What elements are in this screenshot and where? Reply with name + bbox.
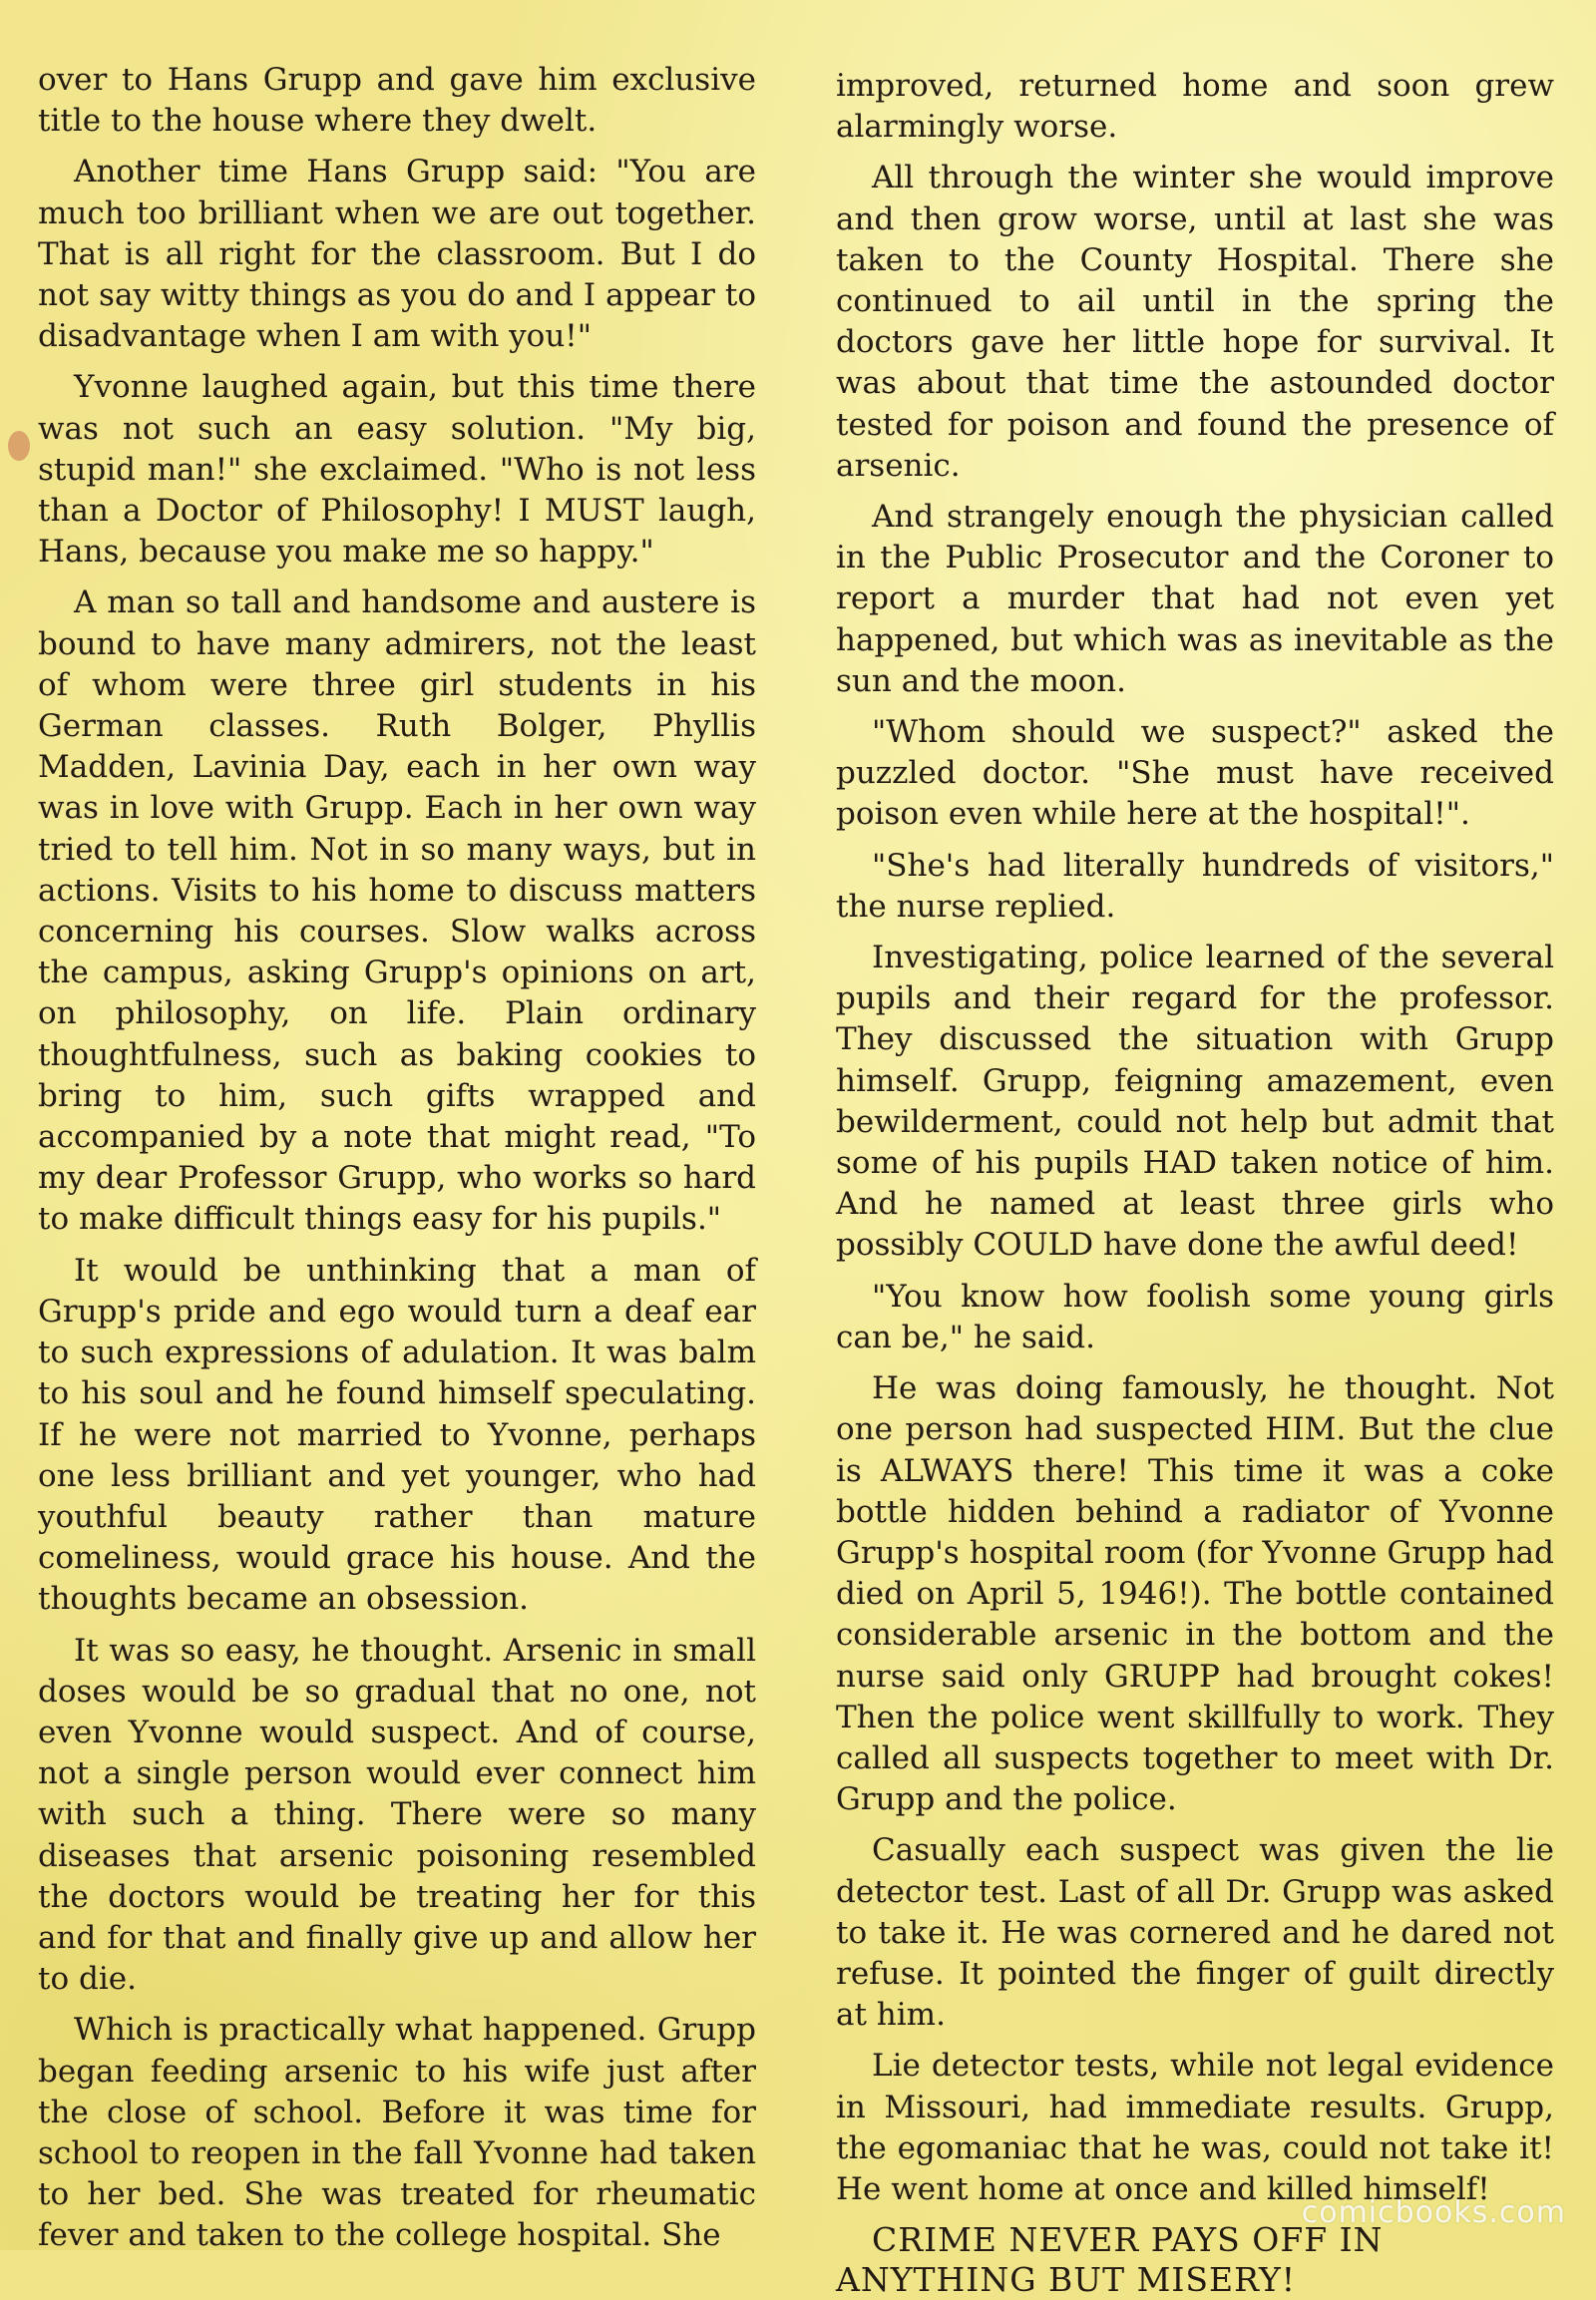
paragraph: "Whom should we suspect?" asked the puzzled doctor. "She must have received poison even while here at the hospital!". <box>836 714 1554 833</box>
paragraph: Which is practically what happened. Grupp began feeding arsenic to his wife just after the close of school. Before it was time for school to reopen in the fall Yvonne had taken to her bed. She was treated for rheumatic fever and taken to the college hospital. She <box>38 2012 756 2254</box>
paragraph: improved, returned home and soon grew alarmingly worse. <box>836 68 1554 146</box>
paragraph: over to Hans Grupp and gave him exclusive title to the house where they dwelt. <box>38 62 756 140</box>
paragraph: And strangely enough the physician called in the Public Prosecutor and the Coroner to report a murder that had not even yet happened, but which was as inevitable as the sun and the moon. <box>836 499 1554 699</box>
paragraph: Lie detector tests, while not legal evidence in Missouri, had immediate results. Grupp, the egomaniac that he was, could not take it! He went home at once and killed himself! <box>836 2048 1554 2207</box>
paragraph: Casually each suspect was given the lie detector test. Last of all Dr. Grupp was asked to take it. He was cornered and he dared not refuse. It pointed the finger of guilt directly at him. <box>836 1832 1554 2034</box>
paragraph: Investigating, police learned of the several pupils and their regard for the professor. They discussed the situation with Grupp himself. Grupp, feigning amazement, even bewilderment, could not help but admit that some of his pupils HAD taken notice of him. And he named at least three girls who possibly COULD have done the awful deed! <box>836 940 1554 1264</box>
paragraph: A man so tall and handsome and austere is bound to have many admirers, not the least of whom were three girl students in his German classes. Ruth Bolger, Phyllis Madden, Lavinia Day, each in her own way was in love with Grupp. Each in her own way tried to tell him. Not in so many ways, but in actions. Visits to his home to discuss matters concerning his courses. Slow walks across the campus, asking Grupp's opinions on art, on philosophy, on life. Plain ordinary thoughtfulness, such as baking cookies to bring to him, such gifts wrapped and accompanied by a note that might read, "To my dear Professor Grupp, who works so hard to make difficult things easy for his pupils." <box>38 584 756 1238</box>
paragraph: "You know how foolish some young girls can be," he said. <box>836 1278 1554 1355</box>
paragraph: Another time Hans Grupp said: "You are much too brilliant when we are out together. That is all right for the classroom. But I do not say witty things as you do and I appear to disadvantage when I am with you!" <box>38 154 756 355</box>
right-column <box>836 66 1554 2300</box>
closing-headline: CRIME NEVER PAYS OFF IN ANYTHING BUT MISERY! <box>836 2220 1384 2300</box>
stain-mark <box>8 431 30 461</box>
paragraph: It was so easy, he thought. Arsenic in small doses would be so gradual that no one, not even Yvonne would suspect. And of course, not a single person would ever connect him with such a thing. There were so many diseases that arsenic poisoning resembled the doctors would be treating her for this and for that and finally give up and allow her to die. <box>38 1632 756 1998</box>
left-column <box>38 60 756 2254</box>
paragraph: He was doing famously, he thought. Not one person had suspected HIM. But the clue is ALWAYS there! This time it was a coke bottle hidden behind a radiator of Yvonne Grupp's hospital room (for Yvonne Grupp had died on April 5, 1946!). The bottle contained considerable arsenic in the bottom and the nurse said only GRUPP had brought cokes! Then the police went skillfully to work. They called all suspects together to meet with Dr. Grupp and the police. <box>836 1370 1554 1818</box>
paragraph: It would be unthinking that a man of Grupp's pride and ego would turn a deaf ear to such expressions of adulation. It was balm to his soul and he found himself speculating. If he were not married to Yvonne, perhaps one less brilliant and yet younger, who had youthful beauty rather than mature comeliness, would grace his house. And the thoughts became an obsession. <box>38 1252 756 1618</box>
paragraph: Yvonne laughed again, but this time there was not such an easy solution. "My big, stupid man!" she exclaimed. "Who is not less than a Doctor of Philosophy! I MUST laugh, Hans, because you make me so happy." <box>38 369 756 571</box>
paragraph: All through the winter she would improve and then grow worse, until at last she was taken to the County Hospital. There she continued to ail until in the spring the doctors gave her little hope for survival. It was about that time the astounded doctor tested for poison and found the presence of arsenic. <box>836 160 1554 484</box>
paragraph: "She's had literally hundreds of visitors," the nurse replied. <box>836 847 1554 925</box>
site-watermark: comicbooks.com <box>1301 2195 1566 2230</box>
